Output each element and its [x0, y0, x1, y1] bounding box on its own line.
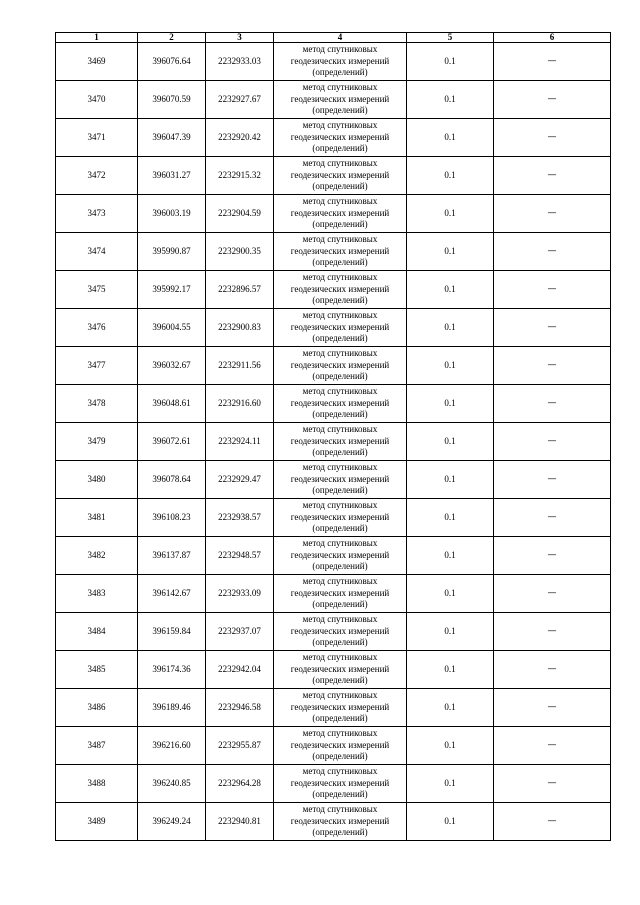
point-number-cell: 3483 [56, 575, 138, 613]
x-coordinate-cell: 396031.27 [138, 157, 206, 195]
accuracy-cell: 0.1 [407, 727, 494, 765]
point-number-cell: 3476 [56, 309, 138, 347]
x-coordinate-cell: 396108.23 [138, 499, 206, 537]
note-cell: — [494, 727, 611, 765]
note-cell: — [494, 613, 611, 651]
note-cell: — [494, 537, 611, 575]
y-coordinate-cell: 2232933.03 [206, 43, 274, 81]
point-number-cell: 3482 [56, 537, 138, 575]
table-row [56, 385, 611, 423]
table-row [56, 765, 611, 803]
point-number-cell: 3484 [56, 613, 138, 651]
x-coordinate-cell: 396142.67 [138, 575, 206, 613]
method-cell: метод спутниковых геодезических измерений (определений) [274, 423, 407, 461]
accuracy-cell: 0.1 [407, 309, 494, 347]
y-coordinate-cell: 2232916.60 [206, 385, 274, 423]
x-coordinate-cell: 395990.87 [138, 233, 206, 271]
point-number-cell: 3481 [56, 499, 138, 537]
table-row [56, 81, 611, 119]
x-coordinate-cell: 396216.60 [138, 727, 206, 765]
x-coordinate-cell: 396076.64 [138, 43, 206, 81]
table-row [56, 195, 611, 233]
note-cell: — [494, 461, 611, 499]
note-cell: — [494, 81, 611, 119]
table-row [56, 157, 611, 195]
note-cell: — [494, 43, 611, 81]
table-row [56, 689, 611, 727]
header-col-3: 3 [206, 33, 274, 43]
coordinates-table [55, 32, 611, 841]
method-cell: метод спутниковых геодезических измерений (определений) [274, 651, 407, 689]
header-col-2: 2 [138, 33, 206, 43]
x-coordinate-cell: 396004.55 [138, 309, 206, 347]
method-cell: метод спутниковых геодезических измерений (определений) [274, 157, 407, 195]
point-number-cell: 3473 [56, 195, 138, 233]
table-row [56, 651, 611, 689]
accuracy-cell: 0.1 [407, 689, 494, 727]
x-coordinate-cell: 395992.17 [138, 271, 206, 309]
accuracy-cell: 0.1 [407, 803, 494, 841]
note-cell: — [494, 271, 611, 309]
x-coordinate-cell: 396078.64 [138, 461, 206, 499]
y-coordinate-cell: 2232940.81 [206, 803, 274, 841]
point-number-cell: 3475 [56, 271, 138, 309]
method-cell: метод спутниковых геодезических измерений (определений) [274, 613, 407, 651]
y-coordinate-cell: 2232896.57 [206, 271, 274, 309]
x-coordinate-cell: 396003.19 [138, 195, 206, 233]
y-coordinate-cell: 2232964.28 [206, 765, 274, 803]
note-cell: — [494, 119, 611, 157]
header-col-5: 5 [407, 33, 494, 43]
y-coordinate-cell: 2232929.47 [206, 461, 274, 499]
table-row [56, 43, 611, 81]
accuracy-cell: 0.1 [407, 461, 494, 499]
x-coordinate-cell: 396174.36 [138, 651, 206, 689]
x-coordinate-cell: 396159.84 [138, 613, 206, 651]
accuracy-cell: 0.1 [407, 157, 494, 195]
accuracy-cell: 0.1 [407, 537, 494, 575]
note-cell: — [494, 499, 611, 537]
point-number-cell: 3471 [56, 119, 138, 157]
accuracy-cell: 0.1 [407, 233, 494, 271]
note-cell: — [494, 689, 611, 727]
accuracy-cell: 0.1 [407, 119, 494, 157]
method-cell: метод спутниковых геодезических измерений (определений) [274, 499, 407, 537]
method-cell: метод спутниковых геодезических измерений (определений) [274, 803, 407, 841]
y-coordinate-cell: 2232927.67 [206, 81, 274, 119]
note-cell: — [494, 157, 611, 195]
point-number-cell: 3489 [56, 803, 138, 841]
accuracy-cell: 0.1 [407, 347, 494, 385]
table-row [56, 727, 611, 765]
method-cell: метод спутниковых геодезических измерений (определений) [274, 309, 407, 347]
table-row [56, 803, 611, 841]
y-coordinate-cell: 2232904.59 [206, 195, 274, 233]
y-coordinate-cell: 2232938.57 [206, 499, 274, 537]
y-coordinate-cell: 2232915.32 [206, 157, 274, 195]
accuracy-cell: 0.1 [407, 271, 494, 309]
x-coordinate-cell: 396137.87 [138, 537, 206, 575]
point-number-cell: 3485 [56, 651, 138, 689]
accuracy-cell: 0.1 [407, 651, 494, 689]
point-number-cell: 3474 [56, 233, 138, 271]
note-cell: — [494, 233, 611, 271]
y-coordinate-cell: 2232942.04 [206, 651, 274, 689]
table-body [56, 43, 611, 841]
y-coordinate-cell: 2232920.42 [206, 119, 274, 157]
table-row [56, 271, 611, 309]
header-col-4: 4 [274, 33, 407, 43]
y-coordinate-cell: 2232900.35 [206, 233, 274, 271]
method-cell: метод спутниковых геодезических измерений (определений) [274, 43, 407, 81]
x-coordinate-cell: 396189.46 [138, 689, 206, 727]
point-number-cell: 3470 [56, 81, 138, 119]
note-cell: — [494, 347, 611, 385]
method-cell: метод спутниковых геодезических измерений (определений) [274, 271, 407, 309]
x-coordinate-cell: 396249.24 [138, 803, 206, 841]
table-row [56, 309, 611, 347]
table-row [56, 233, 611, 271]
y-coordinate-cell: 2232933.09 [206, 575, 274, 613]
point-number-cell: 3488 [56, 765, 138, 803]
point-number-cell: 3480 [56, 461, 138, 499]
method-cell: метод спутниковых геодезических измерений (определений) [274, 195, 407, 233]
point-number-cell: 3478 [56, 385, 138, 423]
accuracy-cell: 0.1 [407, 423, 494, 461]
table-row [56, 119, 611, 157]
point-number-cell: 3479 [56, 423, 138, 461]
accuracy-cell: 0.1 [407, 613, 494, 651]
accuracy-cell: 0.1 [407, 43, 494, 81]
header-col-6: 6 [494, 33, 611, 43]
method-cell: метод спутниковых геодезических измерений (определений) [274, 81, 407, 119]
note-cell: — [494, 803, 611, 841]
y-coordinate-cell: 2232937.07 [206, 613, 274, 651]
accuracy-cell: 0.1 [407, 575, 494, 613]
y-coordinate-cell: 2232911.56 [206, 347, 274, 385]
table-row [56, 423, 611, 461]
table-row [56, 575, 611, 613]
method-cell: метод спутниковых геодезических измерений (определений) [274, 119, 407, 157]
accuracy-cell: 0.1 [407, 81, 494, 119]
point-number-cell: 3487 [56, 727, 138, 765]
note-cell: — [494, 195, 611, 233]
method-cell: метод спутниковых геодезических измерений (определений) [274, 347, 407, 385]
method-cell: метод спутниковых геодезических измерений (определений) [274, 385, 407, 423]
table-header-row [56, 33, 611, 43]
y-coordinate-cell: 2232955.87 [206, 727, 274, 765]
table-row [56, 461, 611, 499]
method-cell: метод спутниковых геодезических измерений (определений) [274, 689, 407, 727]
table-row [56, 613, 611, 651]
x-coordinate-cell: 396048.61 [138, 385, 206, 423]
y-coordinate-cell: 2232948.57 [206, 537, 274, 575]
note-cell: — [494, 309, 611, 347]
method-cell: метод спутниковых геодезических измерений (определений) [274, 233, 407, 271]
point-number-cell: 3486 [56, 689, 138, 727]
x-coordinate-cell: 396047.39 [138, 119, 206, 157]
method-cell: метод спутниковых геодезических измерений (определений) [274, 537, 407, 575]
point-number-cell: 3469 [56, 43, 138, 81]
note-cell: — [494, 765, 611, 803]
x-coordinate-cell: 396240.85 [138, 765, 206, 803]
accuracy-cell: 0.1 [407, 765, 494, 803]
note-cell: — [494, 423, 611, 461]
point-number-cell: 3477 [56, 347, 138, 385]
method-cell: метод спутниковых геодезических измерений (определений) [274, 765, 407, 803]
note-cell: — [494, 651, 611, 689]
header-col-1: 1 [56, 33, 138, 43]
accuracy-cell: 0.1 [407, 499, 494, 537]
x-coordinate-cell: 396072.61 [138, 423, 206, 461]
table-row [56, 347, 611, 385]
accuracy-cell: 0.1 [407, 385, 494, 423]
table-row [56, 537, 611, 575]
method-cell: метод спутниковых геодезических измерений (определений) [274, 461, 407, 499]
note-cell: — [494, 385, 611, 423]
x-coordinate-cell: 396032.67 [138, 347, 206, 385]
method-cell: метод спутниковых геодезических измерений (определений) [274, 575, 407, 613]
x-coordinate-cell: 396070.59 [138, 81, 206, 119]
y-coordinate-cell: 2232946.58 [206, 689, 274, 727]
table-row [56, 499, 611, 537]
accuracy-cell: 0.1 [407, 195, 494, 233]
note-cell: — [494, 575, 611, 613]
y-coordinate-cell: 2232924.11 [206, 423, 274, 461]
method-cell: метод спутниковых геодезических измерений (определений) [274, 727, 407, 765]
y-coordinate-cell: 2232900.83 [206, 309, 274, 347]
point-number-cell: 3472 [56, 157, 138, 195]
